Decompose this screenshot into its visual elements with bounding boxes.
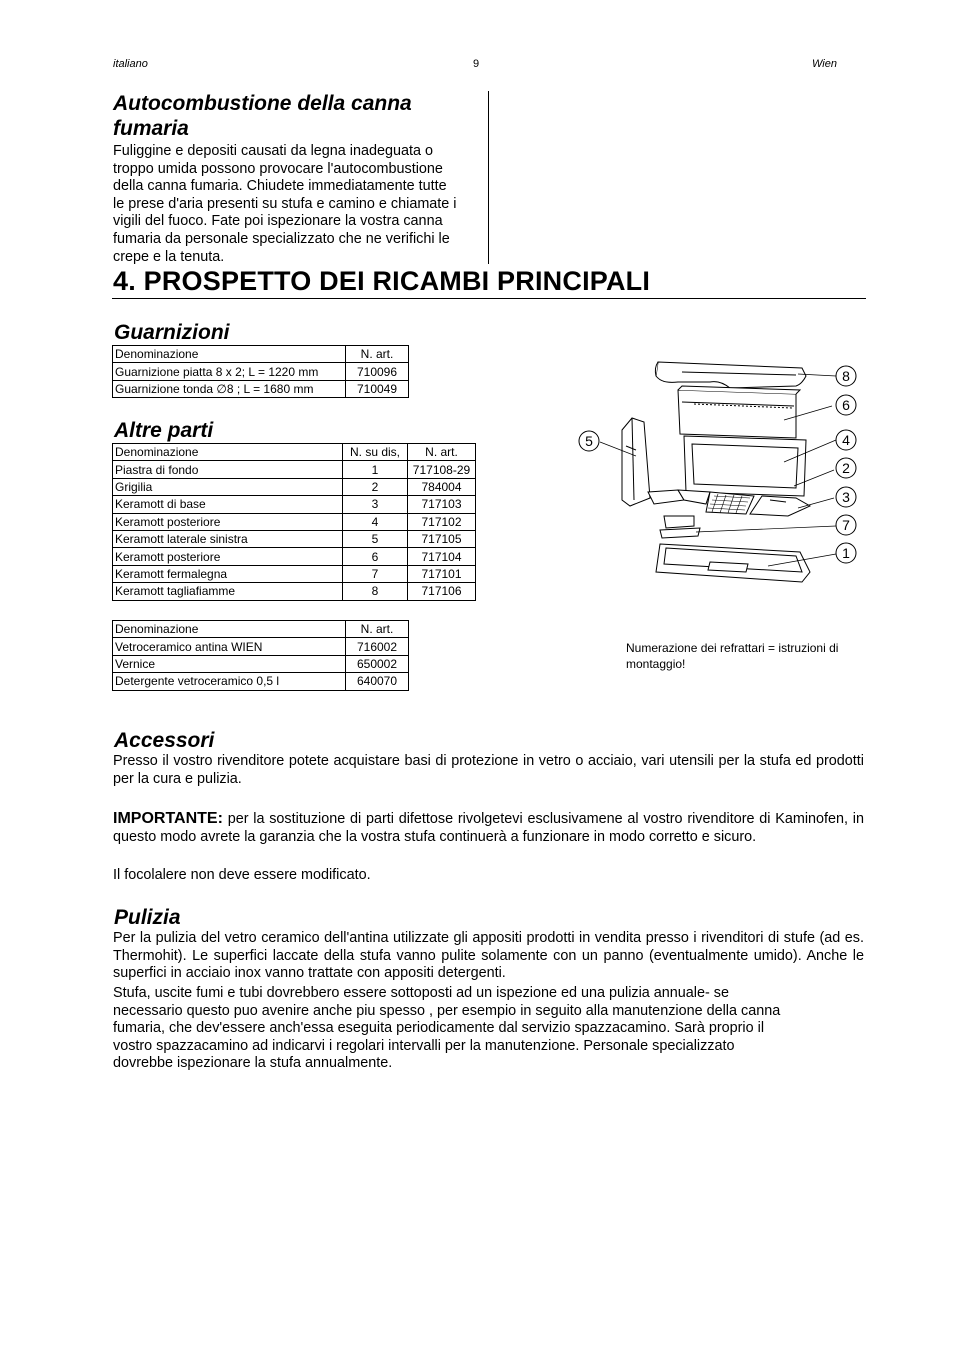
- table-cell: 710049: [346, 380, 409, 397]
- chimney-fire-text: [113, 143, 483, 266]
- label-text: 4: [842, 432, 850, 448]
- table-cell: Keramott posteriore: [113, 513, 343, 530]
- table-cell: 7: [343, 565, 408, 582]
- table-cell: Keramott tagliafiamme: [113, 583, 343, 600]
- header-language: italiano: [113, 58, 148, 70]
- table-row: [113, 583, 476, 600]
- table-header-row: [113, 444, 476, 461]
- text-line: vigili del fuoco. Fate poi ispezionare la vostra canna: [113, 213, 443, 230]
- section-heading: [113, 265, 650, 297]
- diagram-label-8: [836, 366, 856, 386]
- table-cell: Keramott laterale sinistra: [113, 530, 343, 547]
- accessori-title: Accessori: [114, 729, 215, 752]
- text-line: vostro spazzacamino ad indicarvi i regolari intervalli per la manutenzione. Personale specializzato: [113, 1037, 735, 1054]
- table-cell: 784004: [408, 478, 476, 495]
- table-header-cell: Denominazione: [113, 346, 346, 363]
- table-cell: 717103: [408, 496, 476, 513]
- table-header-cell: N. su dis,: [343, 444, 408, 461]
- part-7-shape: [660, 516, 700, 538]
- table-cell: 2: [343, 478, 408, 495]
- diagram-label-3: [836, 487, 856, 507]
- table-row: [113, 565, 476, 582]
- table-row: [113, 513, 476, 530]
- text-line: crepe e la tenuta.: [113, 248, 225, 265]
- pulizia-title: Pulizia: [114, 906, 181, 929]
- altre-parti-table: [112, 443, 476, 601]
- part-5-shape: [622, 418, 650, 506]
- section-title: PROSPETTO DEI RICAMBI PRINCIPALI: [143, 266, 651, 296]
- column-divider: [488, 91, 489, 264]
- table-cell: 717102: [408, 513, 476, 530]
- label-text: 8: [842, 368, 850, 384]
- text-line: Stufa, uscite fumi e tubi dovrebbero essere sottoposti ad un ispezione ed una pulizia annuale- se: [113, 985, 729, 1001]
- guarnizioni-title: Guarnizioni: [114, 321, 230, 344]
- text-line: dovrebbe ispezionare la stufa annualmente.: [113, 1055, 393, 1072]
- table-cell: Guarnizione piatta 8 x 2; L = 1220 mm: [113, 363, 346, 380]
- label-text: 1: [842, 545, 850, 561]
- table-row: [113, 548, 476, 565]
- diagram-label-6: [836, 395, 856, 415]
- section-number: 4.: [113, 266, 136, 296]
- text-line: necessario questo puo avenire anche piu spesso , per esempio in seguito alla manutenzione della canna: [113, 1002, 781, 1019]
- table-cell: 8: [343, 583, 408, 600]
- refractory-exploded-diagram: [570, 350, 870, 590]
- table-row: [113, 638, 409, 655]
- table-cell: Keramott di base: [113, 496, 343, 513]
- pulizia-text-2: [113, 985, 873, 1073]
- importante-text: per la sostituzione di parti difettose rivolgetevi esclusivamene al vostro rivenditore di Kaminofen, in questo modo avrete la garanzia che la vostra stufa continuerà a funzionare in modo corretto e sicuro.: [113, 811, 865, 845]
- text-line: le prese d'aria presenti su stufa e camino e chiamate i: [113, 195, 457, 212]
- table-cell: 6: [343, 548, 408, 565]
- header-model: Wien: [812, 58, 837, 70]
- part-4-shape: [684, 436, 806, 496]
- table-cell: 717106: [408, 583, 476, 600]
- diagram-note: [626, 641, 838, 672]
- vetro-table: [112, 620, 409, 691]
- diagram-label-7: [836, 515, 856, 535]
- table-cell: 710096: [346, 363, 409, 380]
- table-cell: 4: [343, 513, 408, 530]
- table-cell: Keramott posteriore: [113, 548, 343, 565]
- part-8-shape: [655, 362, 806, 388]
- table-header-cell: Denominazione: [113, 444, 343, 461]
- part-6-shape: [678, 386, 800, 438]
- altre-parti-title: Altre parti: [114, 419, 214, 442]
- section-rule: [112, 298, 866, 299]
- table-header-cell: Denominazione: [113, 621, 346, 638]
- table-row: [113, 478, 476, 495]
- chimney-fire-section: [113, 91, 483, 266]
- table-cell: Detergente vetroceramico 0,5 l: [113, 673, 346, 690]
- diagram-label-1: [836, 543, 856, 563]
- table-cell: 1: [343, 461, 408, 478]
- table-cell: Keramott fermalegna: [113, 565, 343, 582]
- table-row: [113, 363, 409, 380]
- table-cell: 717105: [408, 530, 476, 547]
- table-row: [113, 461, 476, 478]
- text-line: fumaria da personale specializzato che ne verifichi le: [113, 230, 450, 247]
- table-row: [113, 496, 476, 513]
- table-row: [113, 380, 409, 397]
- table-cell: Piastra di fondo: [113, 461, 343, 478]
- table-cell: Grigilia: [113, 478, 343, 495]
- table-row: [113, 673, 409, 690]
- diagram-label-2: [836, 458, 856, 478]
- label-text: 3: [842, 489, 850, 505]
- table-cell: 650002: [346, 655, 409, 672]
- text-line: troppo umida possono provocare l'autocombustione: [113, 160, 443, 177]
- label-text: 5: [585, 433, 593, 449]
- page-number: 9: [473, 58, 480, 70]
- table-cell: Guarnizione tonda ∅8 ; L = 1680 mm: [113, 380, 346, 397]
- importante-paragraph: [113, 810, 864, 846]
- table-header-cell: N. art.: [346, 346, 409, 363]
- note-line: montaggio!: [626, 656, 686, 671]
- table-row: [113, 655, 409, 672]
- text-line: Fuliggine e depositi causati da legna inadeguata o: [113, 143, 434, 159]
- table-header-cell: N. art.: [408, 444, 476, 461]
- table-cell: 717104: [408, 548, 476, 565]
- importante-text-2: Il focolalere non deve essere modificato.: [113, 867, 371, 883]
- table-cell: 717101: [408, 565, 476, 582]
- table-cell: 716002: [346, 638, 409, 655]
- table-cell: Vetroceramico antina WIEN: [113, 638, 346, 655]
- chimney-fire-title: Autocombustione della canna fumaria: [113, 92, 412, 140]
- table-cell: 640070: [346, 673, 409, 690]
- table-row: [113, 530, 476, 547]
- pulizia-text: Per la pulizia del vetro ceramico dell'antina utilizzate gli appositi prodotti in vendita presso i rivenditori di stufe (ad es. Thermohit). Le superfici laccate della stufa vanno pulite solamente con un panno (eventualmente umido). Anche le superfici in acciaio inox vanno trattate con appositi detergenti.: [113, 930, 864, 982]
- note-line: Numerazione dei refrattari = istruzioni di: [626, 641, 839, 655]
- accessori-text: Presso il vostro rivenditore potete acquistare basi di protezione in vetro o acciaio, vari utensili per la stufa ed prodotti per la cura e pulizia.: [113, 753, 864, 787]
- table-header-row: [113, 346, 409, 363]
- importante-label: IMPORTANTE:: [113, 810, 223, 827]
- table-cell: 717108-29: [408, 461, 476, 478]
- text-line: fumaria, che dev'essere anch'essa eseguita periodicamente dal servizio spazzacamino. Sarà proprio il: [113, 1020, 765, 1037]
- diagram-label-4: [836, 430, 856, 450]
- text-line: della canna fumaria. Chiudete immediatamente tutte: [113, 178, 447, 195]
- table-header-cell: N. art.: [346, 621, 409, 638]
- label-text: 2: [842, 460, 850, 476]
- table-cell: 3: [343, 496, 408, 513]
- guarnizioni-table: [112, 345, 409, 398]
- diagram-label-5: [579, 431, 599, 451]
- label-text: 7: [842, 517, 850, 533]
- table-cell: 5: [343, 530, 408, 547]
- label-text: 6: [842, 397, 850, 413]
- table-header-row: [113, 621, 409, 638]
- table-cell: Vernice: [113, 655, 346, 672]
